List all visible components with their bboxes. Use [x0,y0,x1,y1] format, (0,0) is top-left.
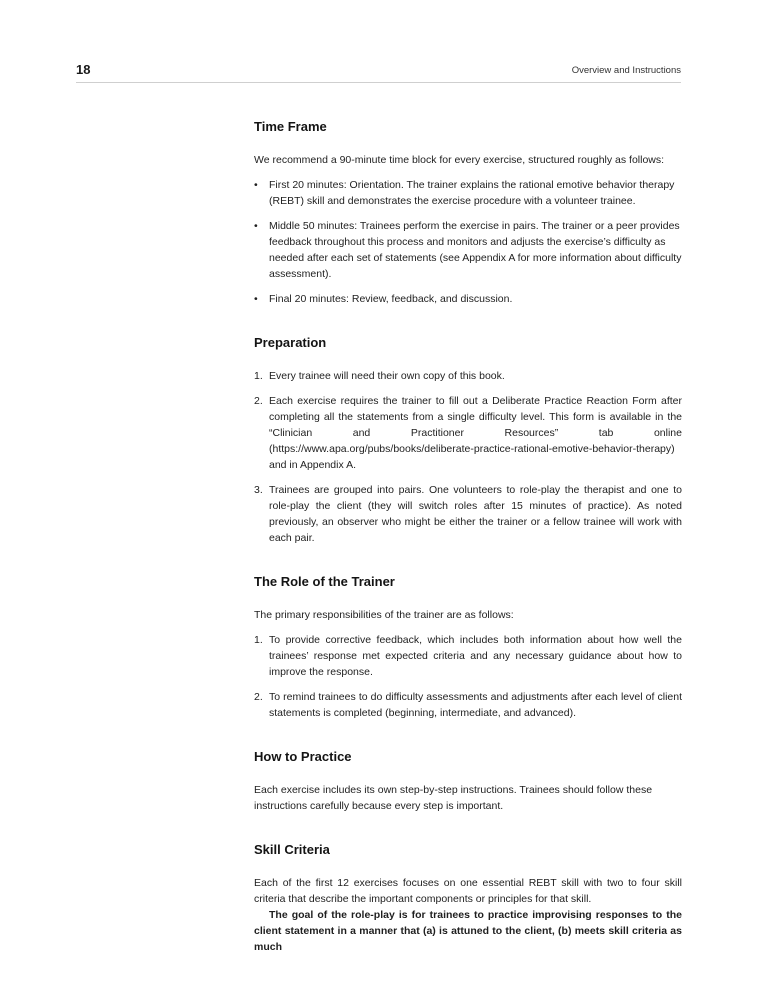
section-role-of-trainer [254,573,682,721]
list-item [254,632,682,680]
list-item [254,689,682,721]
list-number: 1. [254,634,263,646]
bullet-icon: • [254,179,258,191]
section-heading: Skill Criteria [254,842,330,857]
section-body: Each exercise includes its own step-by-step instructions. Trainees should follow these instructions carefully because every step is important. [254,784,653,812]
list-item-text: Trainees are grouped into pairs. One volunteers to role-play the therapist and one to role-play the client (they will switch roles after 15 minutes of practice). As noted previously, an observer who might be either the trainer or a fellow trainee will work with each pair. [269,484,682,544]
list-number: 2. [254,395,263,407]
bullet-icon: • [254,220,258,232]
main-content [254,118,682,955]
section-how-to-practice [254,748,682,814]
list-item-text: Each exercise requires the trainer to fill out a Deliberate Practice Reaction Form after completing all the statements from a single difficulty level. This form is available in the “Clinician and Practitioner Resources” tab online (https://www.apa.org/pubs/books/deliberate-practice-rational-emotive-behavior-therapy) and in Appendix A. [269,395,682,471]
running-title: Overview and Instructions [571,65,681,76]
running-header [76,62,681,83]
section-intro: We recommend a 90-minute time block for every exercise, structured roughly as follows: [254,154,665,166]
list-item [254,482,682,546]
list-item [254,291,682,307]
section-heading: Preparation [254,335,327,350]
section-body: Each of the first 12 exercises focuses on one essential REBT skill with two to four skill criteria that describe the important components or principles for that skill. [254,877,682,905]
section-preparation [254,334,682,546]
section-heading: Time Frame [254,119,327,134]
section-intro: The primary responsibilities of the trainer are as follows: [254,609,514,621]
numbered-list [254,368,682,546]
list-item-text: First 20 minutes: Orientation. The trainer explains the rational emotive behavior therapy (REBT) skill and demonstrates the exercise procedure with a volunteer trainee. [269,179,675,207]
list-item-text: Middle 50 minutes: Trainees perform the exercise in pairs. The trainer or a peer provides feedback throughout this process and monitors and adjusts the exercise’s difficulty as needed after each set of statements (see Appendix A for more information about difficulty assessment). [269,220,682,280]
list-number: 3. [254,484,263,496]
page-number: 18 [76,62,91,77]
numbered-list [254,632,682,721]
section-time-frame [254,118,682,307]
section-heading: The Role of the Trainer [254,574,395,589]
bullet-icon: • [254,293,258,305]
list-item-text: To remind trainees to do difficulty assessments and adjustments after each level of client statements is completed (beginning, intermediate, and advanced). [269,691,682,719]
list-item [254,218,682,282]
list-item-text: Final 20 minutes: Review, feedback, and discussion. [269,293,513,305]
list-item-text: Every trainee will need their own copy of this book. [269,370,505,382]
list-item [254,368,682,384]
list-number: 2. [254,691,263,703]
bullet-list [254,177,682,307]
list-item [254,393,682,473]
list-item [254,177,682,209]
list-item-text: To provide corrective feedback, which includes both information about how well the trainees’ response met expected criteria and any necessary guidance about how to improve the response. [269,634,682,678]
section-skill-criteria [254,841,682,955]
section-bold-body: The goal of the role-play is for trainees to practice improvising responses to the client statement in a manner that (a) is attuned to the client, (b) meets skill criteria as much [254,909,682,953]
section-heading: How to Practice [254,749,352,764]
list-number: 1. [254,370,263,382]
